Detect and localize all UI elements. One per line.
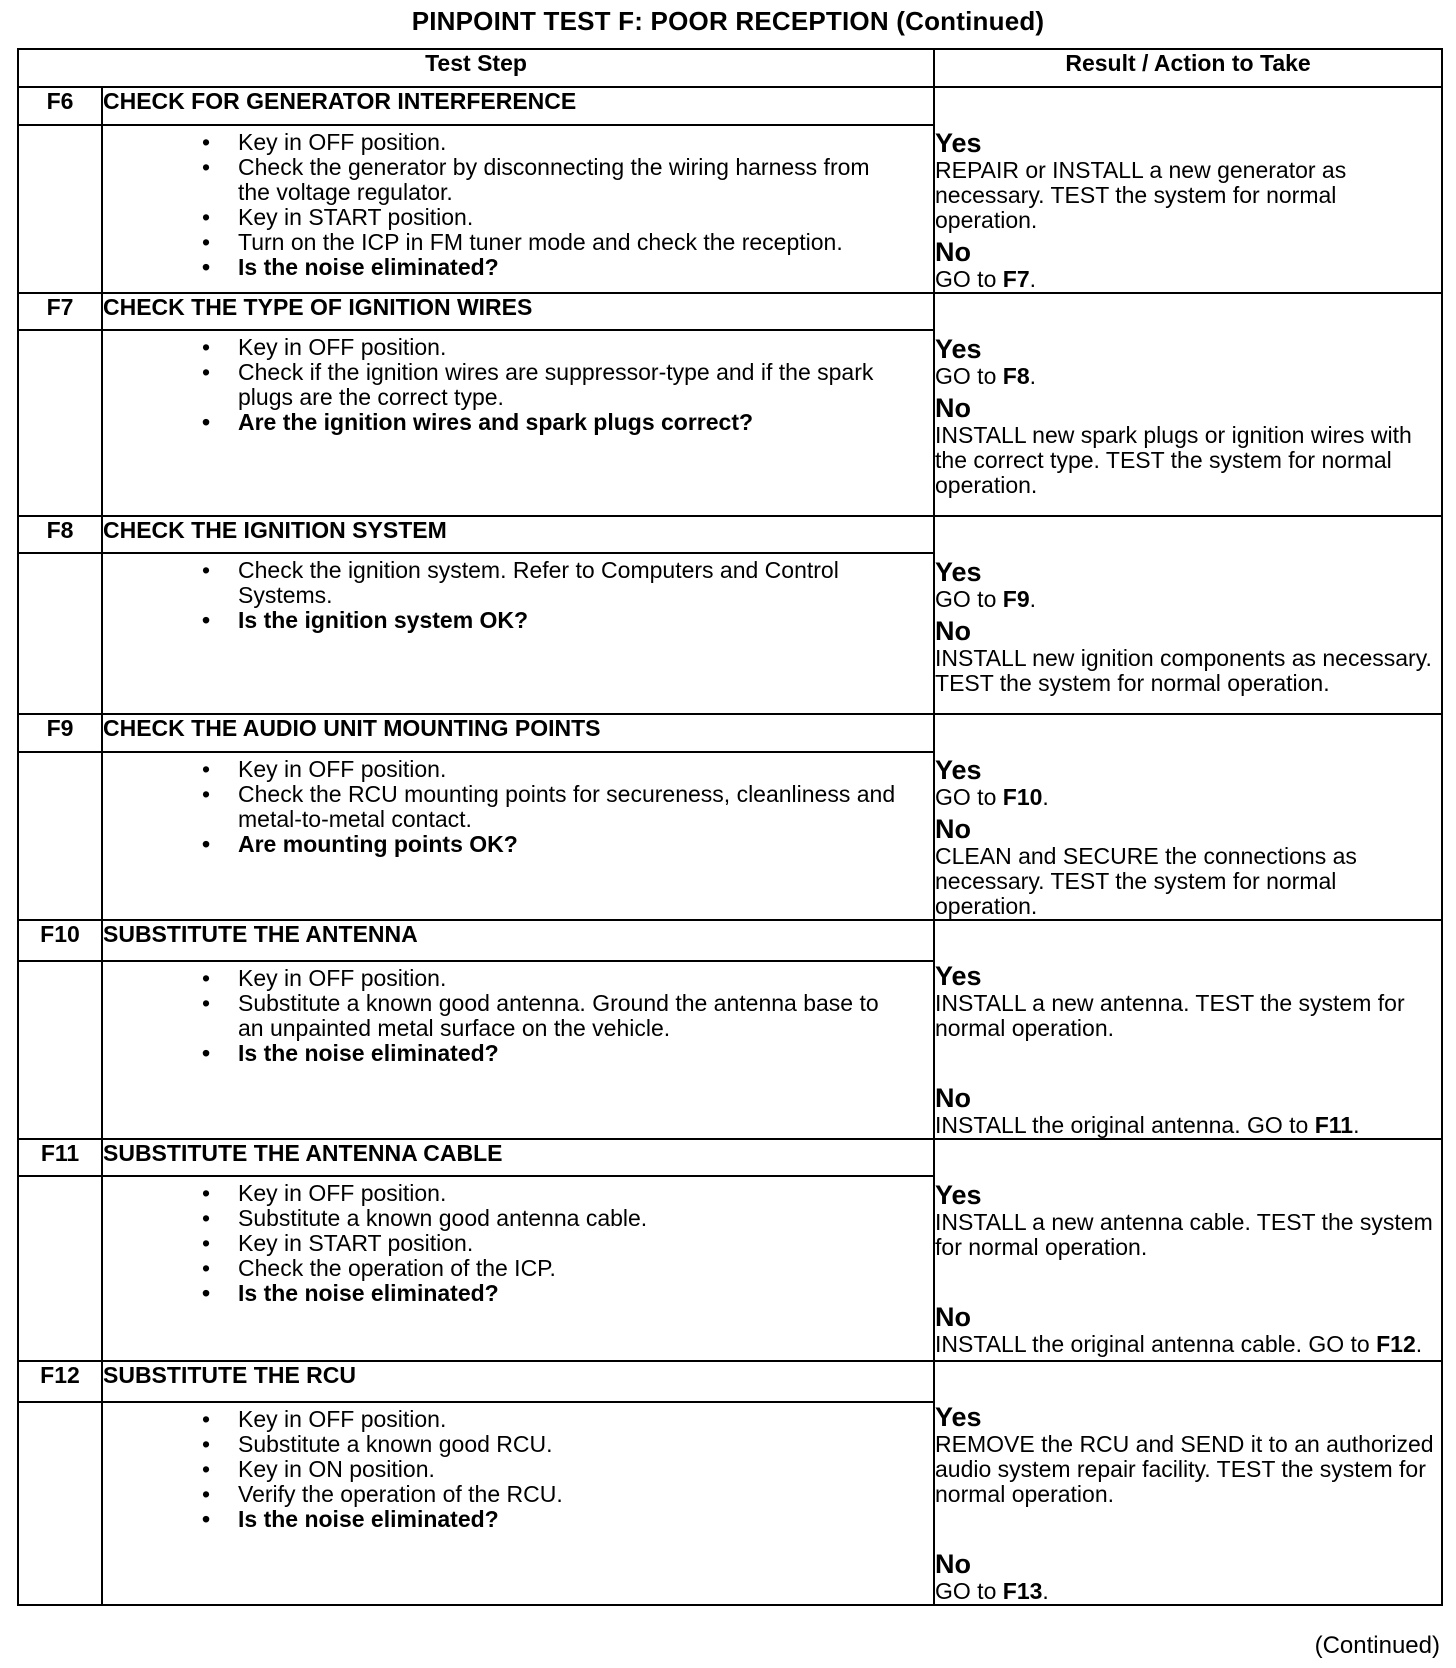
no-action bbox=[935, 646, 1441, 696]
no-action-text: INSTALL the original antenna cable. GO to bbox=[935, 1331, 1370, 1357]
no-step-ref: F13 bbox=[1002, 1578, 1043, 1604]
header-test-step: Test Step bbox=[18, 49, 934, 87]
yes-label: Yes bbox=[935, 1402, 982, 1432]
step-title: SUBSTITUTE THE ANTENNA CABLE bbox=[102, 1139, 934, 1176]
step-instruction: • Check if the ignition wires are suppressor-type and if the spark plugs are the correct type. bbox=[238, 360, 903, 410]
step-header-row bbox=[18, 293, 1442, 330]
yes-step-ref: F8 bbox=[1002, 363, 1030, 389]
no-label: No bbox=[935, 237, 972, 267]
no-action-tail: . bbox=[1353, 1112, 1360, 1138]
no-step-ref: F11 bbox=[1314, 1112, 1354, 1138]
step-title: SUBSTITUTE THE ANTENNA bbox=[102, 920, 934, 961]
yes-label: Yes bbox=[935, 128, 982, 158]
step-instruction: • Substitute a known good RCU. bbox=[238, 1432, 903, 1457]
yes-action: GO to F9. bbox=[935, 586, 1036, 612]
no-action-tail: . bbox=[1029, 266, 1036, 292]
step-instruction: • Substitute a known good antenna cable. bbox=[238, 1206, 903, 1231]
step-id: F10 bbox=[18, 920, 102, 961]
step-instruction: • Verify the operation of the RCU. bbox=[238, 1482, 903, 1507]
yes-action bbox=[935, 158, 1441, 233]
step-id: F6 bbox=[18, 87, 102, 125]
no-action bbox=[935, 1113, 1441, 1138]
step-result-cell bbox=[934, 87, 1442, 293]
no-action-text: GO to bbox=[935, 1578, 997, 1604]
step-header-row bbox=[18, 1361, 1442, 1402]
yes-action-text: INSTALL a new antenna. TEST the system for normal operation. bbox=[935, 990, 1405, 1041]
yes-label: Yes bbox=[935, 1180, 982, 1210]
no-step-ref: F12 bbox=[1376, 1331, 1416, 1357]
no-label: No bbox=[935, 393, 972, 423]
step-header-row bbox=[18, 920, 1442, 961]
no-step-ref: F7 bbox=[1002, 266, 1030, 292]
yes-action-text: GO to bbox=[935, 784, 997, 810]
step-instructions bbox=[102, 1402, 934, 1605]
no-label: No bbox=[935, 616, 972, 646]
yes-label: Yes bbox=[935, 557, 982, 587]
step-instruction: • Key in OFF position. bbox=[238, 1181, 903, 1206]
yes-action: GO to F8. bbox=[935, 363, 1036, 389]
no-action bbox=[935, 844, 1441, 919]
step-title: CHECK FOR GENERATOR INTERFERENCE bbox=[102, 87, 934, 125]
no-label: No bbox=[935, 1302, 972, 1332]
no-action bbox=[935, 267, 1441, 292]
step-instruction: • Key in OFF position. bbox=[238, 335, 903, 360]
no-action-text: CLEAN and SECURE the connections as necessary. TEST the system for normal operation. bbox=[935, 843, 1357, 919]
step-header-row bbox=[18, 1139, 1442, 1176]
step-instruction: • Key in OFF position. bbox=[238, 966, 903, 991]
step-header-row bbox=[18, 714, 1442, 752]
step-instruction: • Turn on the ICP in FM tuner mode and check the reception. bbox=[238, 230, 903, 255]
step-instructions bbox=[102, 1176, 934, 1361]
step-instruction: • Key in START position. bbox=[238, 205, 903, 230]
step-result-cell bbox=[934, 516, 1442, 714]
yes-step-ref: F10 bbox=[1002, 784, 1043, 810]
no-action bbox=[935, 1332, 1441, 1357]
no-label: No bbox=[935, 814, 972, 844]
yes-action-text: REMOVE the RCU and SEND it to an authorized audio system repair facility. TEST the system for normal operation. bbox=[935, 1431, 1434, 1507]
yes-step-ref: F9 bbox=[1002, 586, 1030, 612]
header-row bbox=[18, 49, 1442, 87]
instruction-list bbox=[103, 962, 933, 1066]
yes-action-text: GO to bbox=[935, 586, 997, 612]
page-title: PINPOINT TEST F: POOR RECEPTION (Continued) bbox=[411, 6, 1045, 36]
step-id-spacer bbox=[18, 125, 102, 293]
no-action-text: INSTALL new spark plugs or ignition wires with the correct type. TEST the system for normal operation. bbox=[935, 422, 1412, 498]
step-header-row bbox=[18, 516, 1442, 553]
pinpoint-test-table bbox=[17, 48, 1443, 1606]
step-instruction: • Key in ON position. bbox=[238, 1457, 903, 1482]
step-instructions bbox=[102, 553, 934, 714]
step-question: • Are mounting points OK? bbox=[238, 832, 903, 857]
yes-label: Yes bbox=[935, 334, 982, 364]
step-question: • Is the noise eliminated? bbox=[238, 1281, 903, 1306]
step-title: SUBSTITUTE THE RCU bbox=[102, 1361, 934, 1402]
instruction-list bbox=[103, 1403, 933, 1532]
step-result-cell bbox=[934, 714, 1442, 920]
no-action-tail: . bbox=[1042, 1578, 1049, 1604]
step-question: • Is the noise eliminated? bbox=[238, 255, 903, 280]
step-instruction: • Key in OFF position. bbox=[238, 130, 903, 155]
step-instruction: • Check the operation of the ICP. bbox=[238, 1256, 903, 1281]
step-result-cell bbox=[934, 920, 1442, 1139]
step-instructions bbox=[102, 961, 934, 1139]
step-instruction: • Key in OFF position. bbox=[238, 757, 903, 782]
no-label: No bbox=[935, 1083, 972, 1113]
step-instruction: • Substitute a known good antenna. Ground the antenna base to an unpainted metal surface on the vehicle. bbox=[238, 991, 903, 1041]
yes-action bbox=[935, 1432, 1441, 1507]
yes-action-text: REPAIR or INSTALL a new generator as necessary. TEST the system for normal operation. bbox=[935, 157, 1347, 233]
instruction-list bbox=[103, 1177, 933, 1306]
instruction-list bbox=[103, 554, 933, 633]
yes-action bbox=[935, 991, 1441, 1041]
step-id: F9 bbox=[18, 714, 102, 752]
no-action-tail: . bbox=[1415, 1331, 1423, 1357]
header-result-action: Result / Action to Take bbox=[934, 49, 1442, 87]
yes-label: Yes bbox=[935, 961, 982, 991]
step-instruction: • Key in OFF position. bbox=[238, 1407, 903, 1432]
steps-body bbox=[18, 87, 1442, 1605]
instruction-list bbox=[103, 331, 933, 435]
no-action-text: GO to bbox=[935, 266, 997, 292]
no-action bbox=[935, 423, 1441, 498]
no-action-text: INSTALL new ignition components as necessary. TEST the system for normal operation. bbox=[935, 645, 1432, 696]
step-question: • Is the noise eliminated? bbox=[238, 1507, 903, 1532]
step-id-spacer bbox=[18, 330, 102, 516]
instruction-list bbox=[103, 126, 933, 280]
step-id-spacer bbox=[18, 1176, 102, 1361]
step-instructions bbox=[102, 330, 934, 516]
step-question: • Is the noise eliminated? bbox=[238, 1041, 903, 1066]
no-action-text: INSTALL the original antenna. GO to bbox=[935, 1112, 1309, 1138]
step-instructions bbox=[102, 125, 934, 293]
continued-footer: (Continued) bbox=[1314, 1632, 1440, 1659]
step-id: F11 bbox=[18, 1139, 102, 1176]
yes-action-text: GO to bbox=[935, 363, 997, 389]
step-id: F12 bbox=[18, 1361, 102, 1402]
step-id-spacer bbox=[18, 1402, 102, 1605]
step-id-spacer bbox=[18, 553, 102, 714]
instruction-list bbox=[103, 753, 933, 857]
yes-action bbox=[935, 1210, 1441, 1260]
step-result-cell bbox=[934, 1361, 1442, 1605]
yes-action: GO to F10. bbox=[935, 784, 1049, 810]
step-result-cell bbox=[934, 293, 1442, 516]
step-title: CHECK THE AUDIO UNIT MOUNTING POINTS bbox=[102, 714, 934, 752]
no-label: No bbox=[935, 1549, 972, 1579]
step-instruction: • Check the generator by disconnecting the wiring harness from the voltage regulator. bbox=[238, 155, 903, 205]
step-id: F7 bbox=[18, 293, 102, 330]
step-title: CHECK THE TYPE OF IGNITION WIRES bbox=[102, 293, 934, 330]
step-instruction: • Check the RCU mounting points for secureness, cleanliness and metal-to-metal contact. bbox=[238, 782, 903, 832]
step-header-row bbox=[18, 87, 1442, 125]
no-action bbox=[935, 1579, 1441, 1604]
step-instructions bbox=[102, 752, 934, 920]
step-instruction: • Key in START position. bbox=[238, 1231, 903, 1256]
yes-label: Yes bbox=[935, 755, 982, 785]
step-id-spacer bbox=[18, 752, 102, 920]
yes-action-text: INSTALL a new antenna cable. TEST the system for normal operation. bbox=[935, 1209, 1433, 1260]
step-question: • Are the ignition wires and spark plugs correct? bbox=[238, 410, 903, 435]
step-result-cell bbox=[934, 1139, 1442, 1361]
step-id: F8 bbox=[18, 516, 102, 553]
step-title: CHECK THE IGNITION SYSTEM bbox=[102, 516, 934, 553]
step-question: • Is the ignition system OK? bbox=[238, 608, 903, 633]
step-id-spacer bbox=[18, 961, 102, 1139]
step-instruction: • Check the ignition system. Refer to Computers and Control Systems. bbox=[238, 558, 903, 608]
